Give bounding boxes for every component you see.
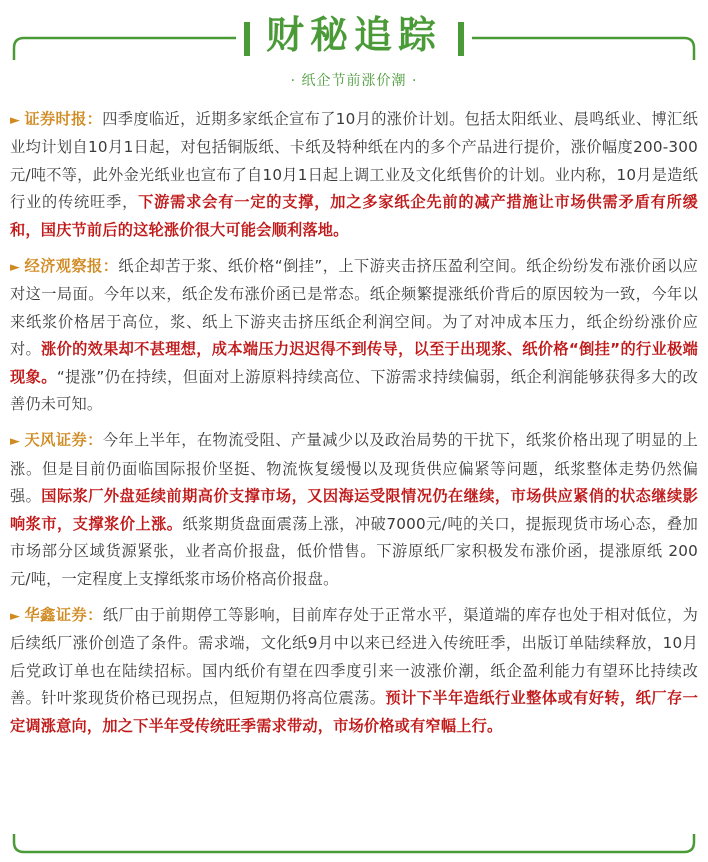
page-subtitle: · 纸企节前涨价潮 · — [290, 73, 418, 89]
source-label: 天风证券： — [24, 431, 103, 450]
paragraph-text: 今年上半年，在物流受阻、产量减少以及政治局势的干扰下，纸浆价格出现了明显的上涨。但是目前仍面临国际报价坚挺、物流恢复缓慢以及现货供应偏紧等问题，纸浆整体走势仍然偏强。 — [10, 431, 699, 506]
source-label: 华鑫证券： — [24, 605, 103, 624]
highlight-text: 国际浆厂外盘延续前期高价支撑市场，又因海运受限情况仍在继续，市场供应紧俏的状态继续影响浆市，支撑浆价上涨。 — [10, 487, 699, 533]
paragraph-tail: 纸浆期货盘面震荡上涨，冲破7000元/吨的关口，提振现货市场心态，叠加市场部分区域货源紧张，业者高价报盘，低价惜售。下游原纸厂家积极发布涨价函，提涨原纸 200 元/吨，一定程度上支撑纸浆市场价格高价报盘。 — [10, 514, 698, 588]
footer-frame-lines — [0, 832, 708, 862]
arrow-icon: ► — [10, 434, 21, 450]
paragraph-tianfeng — [10, 427, 698, 592]
highlight-text: 下游需求会有一定的支撑，加之多家纸企先前的减产措施让市场供需矛盾有所缓和，国庆节前后的这轮涨价很大可能会顺利落地。 — [10, 193, 699, 239]
footer-frame — [0, 832, 708, 862]
arrow-icon: ► — [10, 260, 21, 276]
arrow-icon: ► — [10, 608, 21, 624]
paragraph-securities-times — [10, 106, 698, 244]
highlight-text: 涨价的效果却不甚理想，成本端压力迟迟得不到传导，以至于出现浆、纸价格“倒挂”的行业极端现象。 — [10, 340, 698, 386]
paragraph-huaxin — [10, 602, 698, 740]
paragraph-economic-observer — [10, 253, 698, 418]
article-body — [10, 106, 698, 749]
paragraph-text: 四季度临近，近期多家纸企宣布了10月的涨价计划。包括太阳纸业、晨鸣纸业、博汇纸业均计划自10月1日起，对包括铜版纸、卡纸及特种纸在内的多个产品进行提价，涨价幅度200-300元/吨不等，此外金光纸业也宣布了自10月1日起上调工业及文化纸售价的计划。业内称，10月是造纸行业的传统旺季， — [10, 110, 698, 212]
arrow-icon: ► — [10, 113, 21, 128]
paragraph-text: 纸厂由于前期停工等影响，目前库存处于正常水平，渠道端的库存也处于相对低位，为后续纸厂涨价创造了条件。需求端，文化纸9月中以来已经进入传统旺季，出版订单陆续释放，10月后党政订单也在陆续招标。国内纸价有望在四季度引来一波涨价潮，纸企盈利能力有望环比持续改善。针叶浆现货价格已现拐点，但短期仍将高位震荡。 — [10, 605, 699, 708]
page-title: 财秘追踪 — [265, 12, 442, 57]
source-label: 经济观察报： — [24, 257, 119, 276]
paragraph-tail: “提涨”仍在持续，但面对上游原料持续高位、下游需求持续偏弱，纸企利润能够获得多大的改善仍未可知。 — [10, 367, 698, 414]
highlight-text: 预计下半年造纸行业整体或有好转，纸厂存一定调涨意向，加之下半年受传统旺季需求带动，市场价格或有窄幅上行。 — [10, 689, 698, 735]
paragraph-text: 纸企却苦于浆、纸价格“倒挂”，上下游夹击挤压盈利空间。纸企纷纷发布涨价函以应对这一局面。今年以来，纸企发布涨价函已是常态。纸企频繁提涨纸价背后的原因较为一致，今年以来纸浆价格居于高位，浆、纸上下游夹击挤压纸企利润空间。为了对冲成本压力，纸企纷纷涨价应对。 — [10, 257, 698, 359]
source-label: 证券时报： — [24, 110, 103, 128]
